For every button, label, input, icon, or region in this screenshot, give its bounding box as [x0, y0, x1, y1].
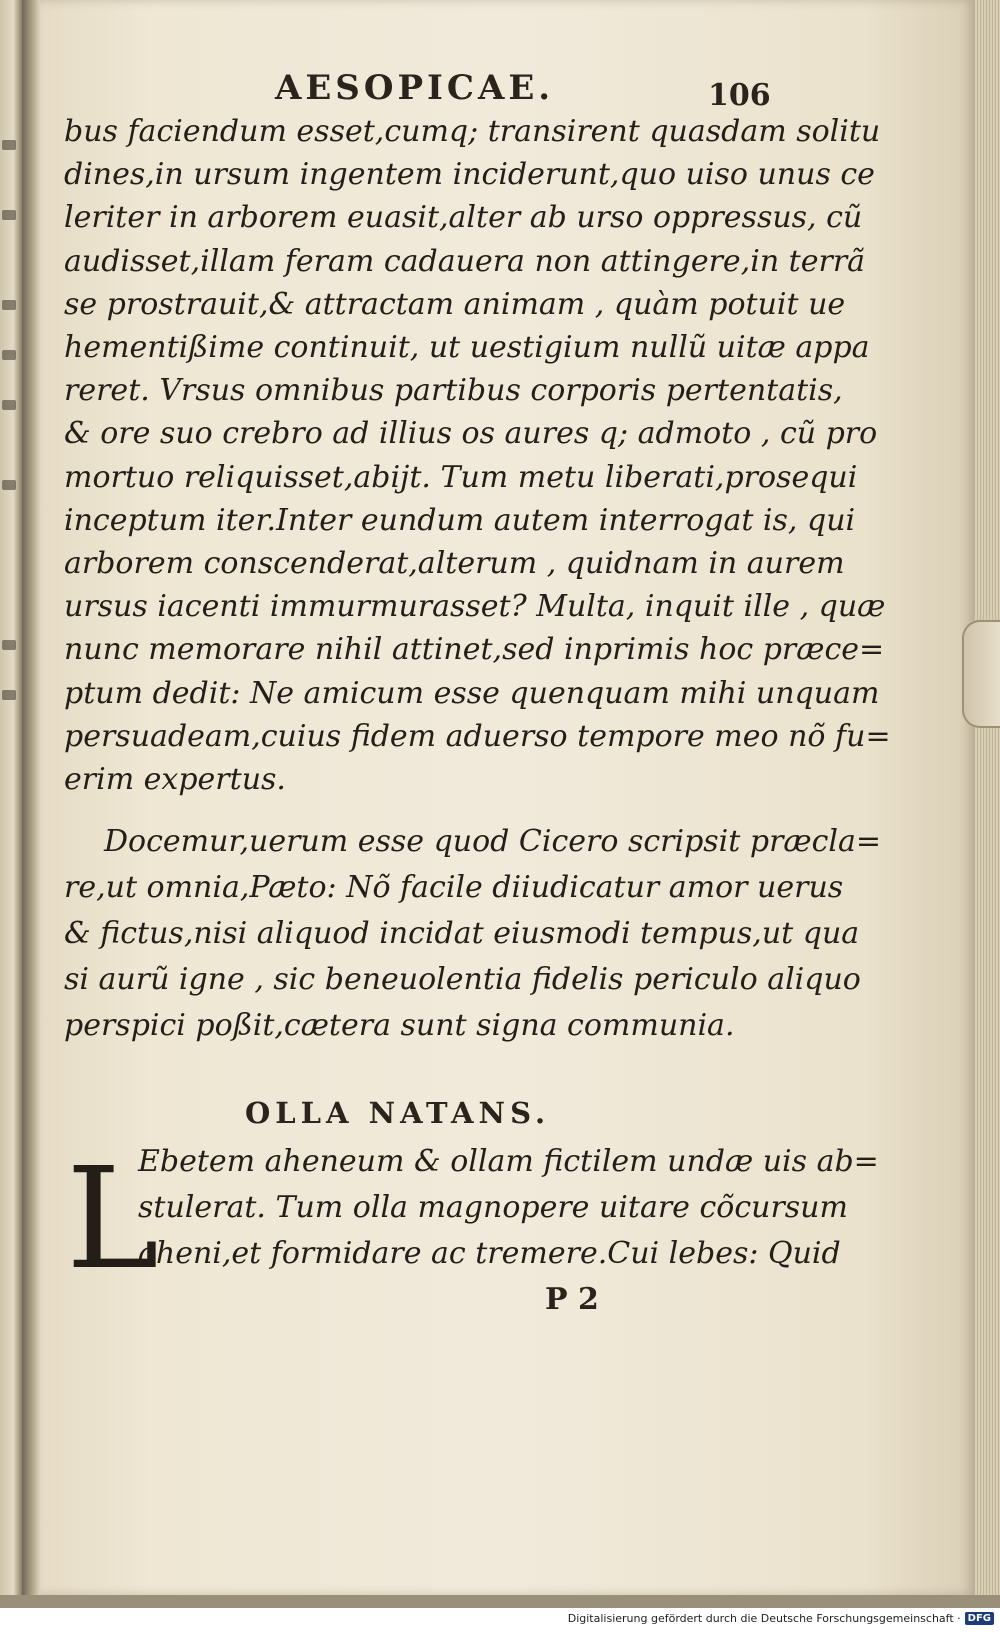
dfg-logo: DFG: [965, 1612, 994, 1625]
section-heading: OLLA NATANS.: [245, 1096, 551, 1130]
body-line: inceptum iter.Inter eundum autem interrogat is, qui: [64, 502, 856, 538]
footer-credit: Digitalisierung gefördert durch die Deutsche Forschungsgemeinschaft ·: [567, 1612, 961, 1625]
body-line: arborem conscenderat,alterum , quidnam in aurem: [64, 546, 845, 581]
fore-edge: [975, 0, 1000, 1595]
running-head: AESOPICAE.: [275, 68, 555, 108]
moral-line: Docemur,uerum esse quod Cicero scripsit præcla=: [104, 824, 882, 859]
body-line: se prostrauit,& attractam animam , quàm potuit ue: [64, 286, 846, 322]
previous-page-fragment: [2, 210, 16, 220]
body-line: ursus iacenti immurmurasset? Multa, inquit ille , quæ: [64, 589, 886, 625]
body-line: hementißime continuit, ut uestigium nullũ uitæ appa: [64, 330, 870, 365]
previous-page-fragment: [2, 350, 16, 360]
scan-bottom-edge: [0, 1595, 1000, 1608]
previous-page-fragment: [2, 400, 16, 410]
body-line: persuadeam,cuius fidem aduerso tempore meo nõ fu=: [64, 718, 891, 754]
moral-line: & fictus,nisi aliquod incidat eiusmodi tempus,ut qua: [64, 916, 860, 951]
drop-cap: L: [66, 1138, 159, 1301]
fable-line: stulerat. Tum olla magnopere uitare cõcursum: [138, 1190, 848, 1225]
page-number: 106: [708, 78, 771, 113]
moral-line: si aurũ igne , sic beneuolentia fidelis periculo aliquo: [64, 962, 861, 997]
body-line: audisset,illam feram cadauera non attingere,in terrã: [64, 243, 866, 279]
body-line: ptum dedit: Ne amicum esse quenquam mihi unquam: [64, 675, 880, 711]
previous-page-edge: [0, 0, 22, 1608]
body-line: bus faciendum esset,cumq; transirent quasdam solitu: [64, 114, 881, 149]
body-line: leriter in arborem euasit,alter ab urso oppressus, cũ: [64, 200, 863, 236]
previous-page-fragment: [2, 480, 16, 490]
clasp-tab: [962, 620, 1000, 728]
body-line: mortuo reliquisset,abijt. Tum metu liberati,prosequi: [64, 459, 858, 495]
fable-line: Ebetem aheneum & ollam fictilem undæ uis ab=: [138, 1144, 879, 1179]
previous-page-fragment: [2, 140, 16, 150]
fable-line: aheni,et formidare ac tremere.Cui lebes: Quid: [138, 1236, 841, 1271]
moral-line: re,ut omnia,Pæto: Nõ facile diiudicatur amor uerus: [64, 870, 844, 905]
body-line: nunc memorare nihil attinet,sed inprimis hoc præce=: [64, 632, 885, 668]
body-line: reret. Vrsus omnibus partibus corporis pertentatis,: [64, 373, 843, 409]
previous-page-fragment: [2, 640, 16, 650]
moral-line: perspici poßit,cætera sunt signa communia.: [64, 1008, 735, 1043]
signature-mark: P 2: [545, 1282, 599, 1317]
body-line: dines,in ursum ingentem inciderunt,quo uiso unus ce: [64, 157, 875, 193]
body-line: erim expertus.: [64, 762, 286, 797]
book-gutter: [22, 0, 42, 1608]
previous-page-fragment: [2, 300, 16, 310]
body-line: & ore suo crebro ad illius os aures q; admoto , cũ pro: [64, 416, 878, 452]
footer: [568, 1612, 994, 1625]
previous-page-fragment: [2, 690, 16, 700]
